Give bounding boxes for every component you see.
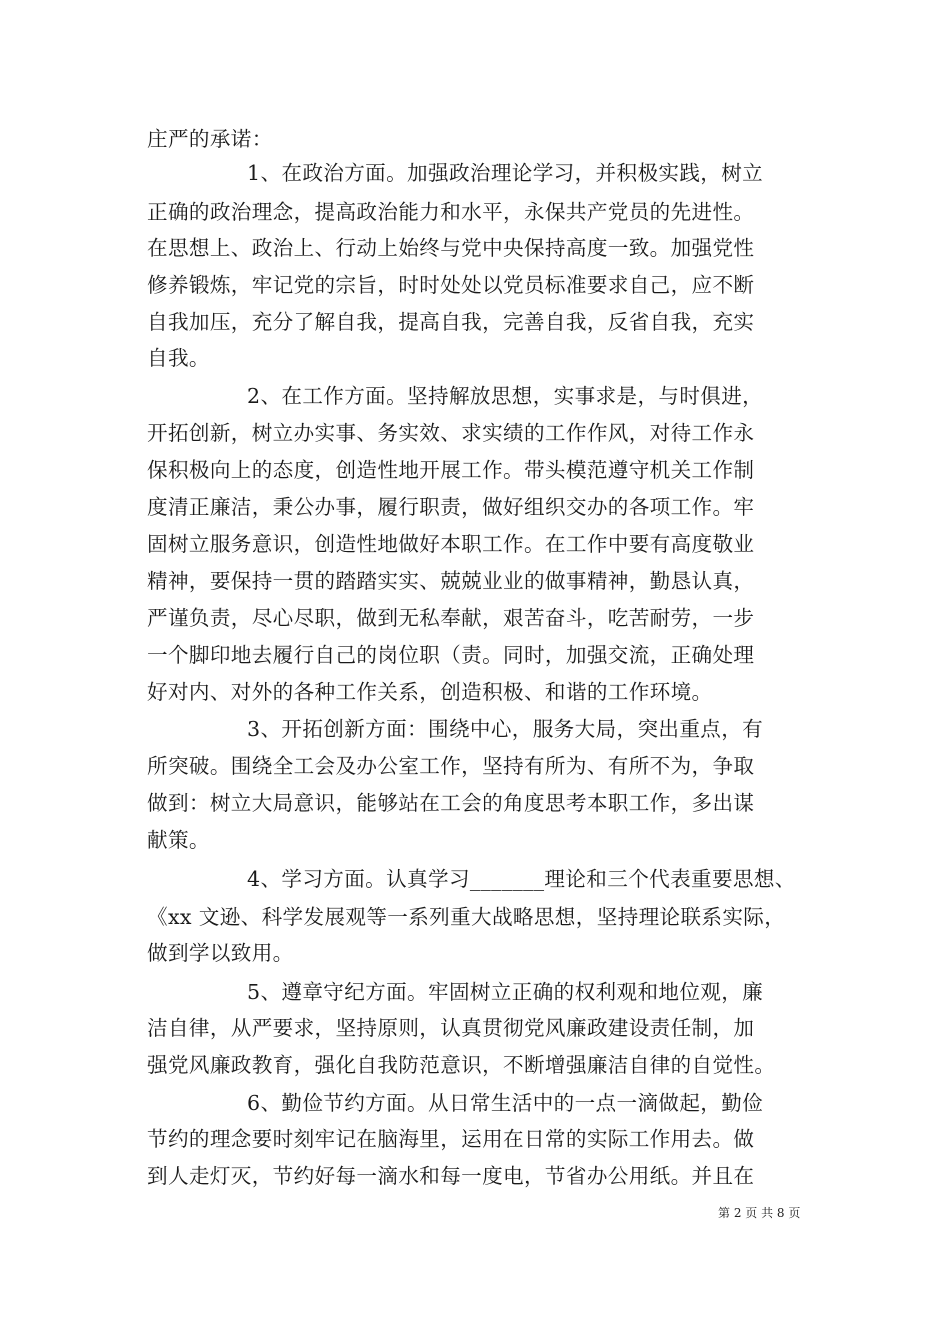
text-line: 强党风廉政教育，强化自我防范意识，不断增强廉洁自律的自觉性。 <box>147 1053 776 1077</box>
text-line: 做到：树立大局意识，能够站在工会的角度思考本职工作，多出谋 <box>147 791 755 815</box>
text-line: 一个脚印地去履行自己的岗位职（责。同时，加强交流，正确处理 <box>147 643 755 667</box>
text-line: 做到学以致用。 <box>147 941 294 965</box>
text-line: 《xx 文逊、科学发展观等一系列重大战略思想，坚持理论联系实际， <box>147 905 786 929</box>
text-line: 自我加压，充分了解自我，提高自我，完善自我，反省自我，充实 <box>147 310 755 334</box>
text-line: 自我。 <box>147 346 210 370</box>
text-line: 庄严的承诺： <box>147 127 273 151</box>
paragraph-2-first-line: 2、在工作方面。坚持解放思想，实事求是，与时俱进， <box>247 384 764 408</box>
text-line: 所突破。围绕全工会及办公室工作，坚持有所为、有所不为，争取 <box>147 754 755 778</box>
text-line: 正确的政治理念，提高政治能力和水平，永保共产党员的先进性。 <box>147 200 755 224</box>
text-line: 固树立服务意识，创造性地做好本职工作。在工作中要有高度敬业 <box>147 532 755 556</box>
text-line: 献策。 <box>147 828 210 852</box>
paragraph-4-first-line: 4、学习方面。认真学习_______理论和三个代表重要思想、 <box>247 867 796 891</box>
text-line: 节约的理念要时刻牢记在脑海里，运用在日常的实际工作用去。做 <box>147 1127 755 1151</box>
text-line: 在思想上、政治上、行动上始终与党中央保持高度一致。加强党性 <box>147 236 755 260</box>
text-line: 精神，要保持一贯的踏踏实实、兢兢业业的做事精神，勤恳认真， <box>147 569 755 593</box>
text-line: 到人走灯灭，节约好每一滴水和每一度电，节省办公用纸。并且在 <box>147 1164 755 1188</box>
text-line: 开拓创新，树立办实事、务实效、求实绩的工作作风，对待工作永 <box>147 421 755 445</box>
text-line: 保积极向上的态度，创造性地开展工作。带头模范遵守机关工作制 <box>147 458 755 482</box>
paragraph-1-first-line: 1、在政治方面。加强政治理论学习，并积极实践，树立 <box>247 161 764 185</box>
text-line: 修养锻炼，牢记党的宗旨，时时处处以党员标准要求自己，应不断 <box>147 273 755 297</box>
text-line: 好对内、对外的各种工作关系，创造积极、和谐的工作环境。 <box>147 680 713 704</box>
page-number-footer: 第 2 页 共 8 页 <box>718 1206 801 1220</box>
text-line: 洁自律，从严要求，坚持原则，认真贯彻党风廉政建设责任制，加 <box>147 1016 755 1040</box>
text-line: 度清正廉洁，秉公办事，履行职责，做好组织交办的各项工作。牢 <box>147 495 755 519</box>
text-line: 严谨负责，尽心尽职，做到无私奉献，艰苦奋斗，吃苦耐劳，一步 <box>147 606 755 630</box>
paragraph-6-first-line: 6、勤俭节约方面。从日常生活中的一点一滴做起，勤俭 <box>247 1091 764 1115</box>
paragraph-5-first-line: 5、遵章守纪方面。牢固树立正确的权利观和地位观，廉 <box>247 980 764 1004</box>
paragraph-3-first-line: 3、开拓创新方面：围绕中心，服务大局，突出重点，有 <box>247 717 764 741</box>
